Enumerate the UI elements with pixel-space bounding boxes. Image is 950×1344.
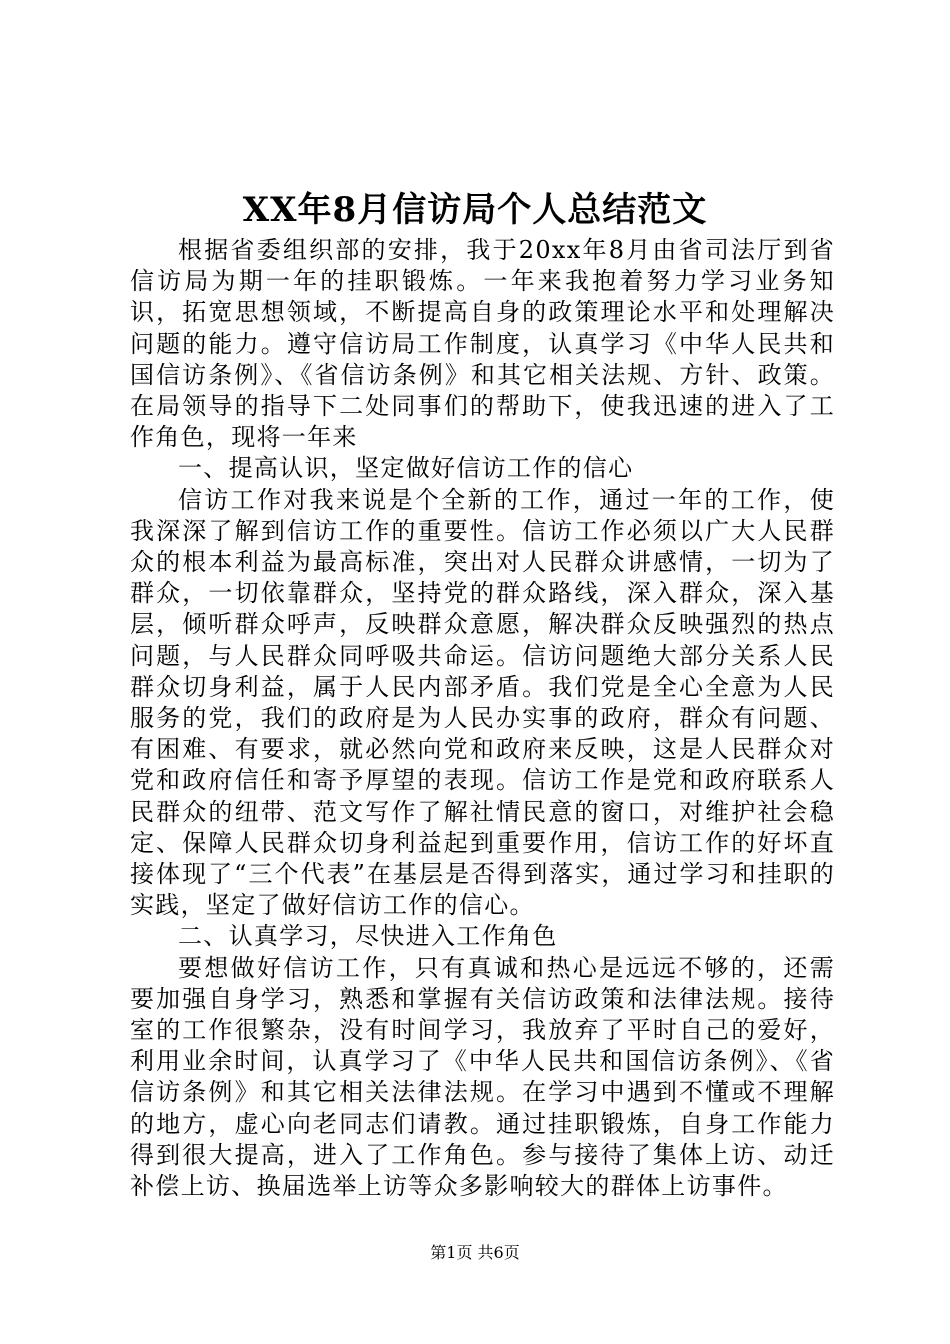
document-body <box>130 235 835 1202</box>
section-heading-1: 一、提高认识，坚定做好信访工作的信心 <box>178 454 634 483</box>
page-number-footer: 第1页 共6页 <box>430 1243 520 1262</box>
paragraph-intro: 根据省委组织部的安排，我于20xx年8月由省司法厅到省信访局为期一年的挂职锻炼。一年来我抱着努力学习业务知识，拓宽思想领域，不断提高自身的政策理论水平和处理解决问题的能力。遵守信访局工作制度，认真学习《中华人民共和国信访条例》、《省信访条例》和其它相关法规、方针、政策。在局领导的指导下二处同事们的帮助下，使我迅速的进入了工作角色，现将一年来 <box>130 236 835 452</box>
paragraph-section-1: 信访工作对我来说是个全新的工作，通过一年的工作，使我深深了解到信访工作的重要性。信访工作必须以广大人民群众的根本利益为最高标准，突出对人民群众讲感情，一切为了群众，一切依靠群众，坚持党的群众路线，深入群众，深入基层，倾听群众呼声，反映群众意愿，解决群众反映强烈的热点问题，与人民群众同呼吸共命运。信访问题绝大部分关系人民群众切身利益，属于人民内部矛盾。我们党是全心全意为人民服务的党，我们的政府是为人民办实事的政府，群众有问题、有困难、有要求，就必然向党和政府来反映，这是人民群众对党和政府信任和寄予厚望的表现。信访工作是党和政府联系人民群众的纽带、范文写作了解社情民意的窗口，对维护社会稳定、保障人民群众切身利益起到重要作用，信访工作的好坏直接体现了“三个代表”在基层是否得到落实，通过学习和挂职的实践，坚定了做好信访工作的信心。 <box>130 485 835 920</box>
section-heading-2: 二、认真学习，尽快进入工作角色 <box>178 922 558 951</box>
document-title: XX年8月信访局个人总结范文 <box>242 190 708 230</box>
paragraph-section-2: 要想做好信访工作，只有真诚和热心是远远不够的，还需要加强自身学习，熟悉和掌握有关信访政策和法律法规。接待室的工作很繁杂，没有时间学习，我放弃了平时自己的爱好，利用业余时间，认真学习了《中华人民共和国信访条例》、《省信访条例》和其它相关法律法规。在学习中遇到不懂或不理解的地方，虚心向老同志们请教。通过挂职锻炼，自身工作能力得到很大提高，进入了工作角色。参与接待了集体上访、动迁补偿上访、换届选举上访等众多影响较大的群体上访事件。 <box>130 953 835 1201</box>
